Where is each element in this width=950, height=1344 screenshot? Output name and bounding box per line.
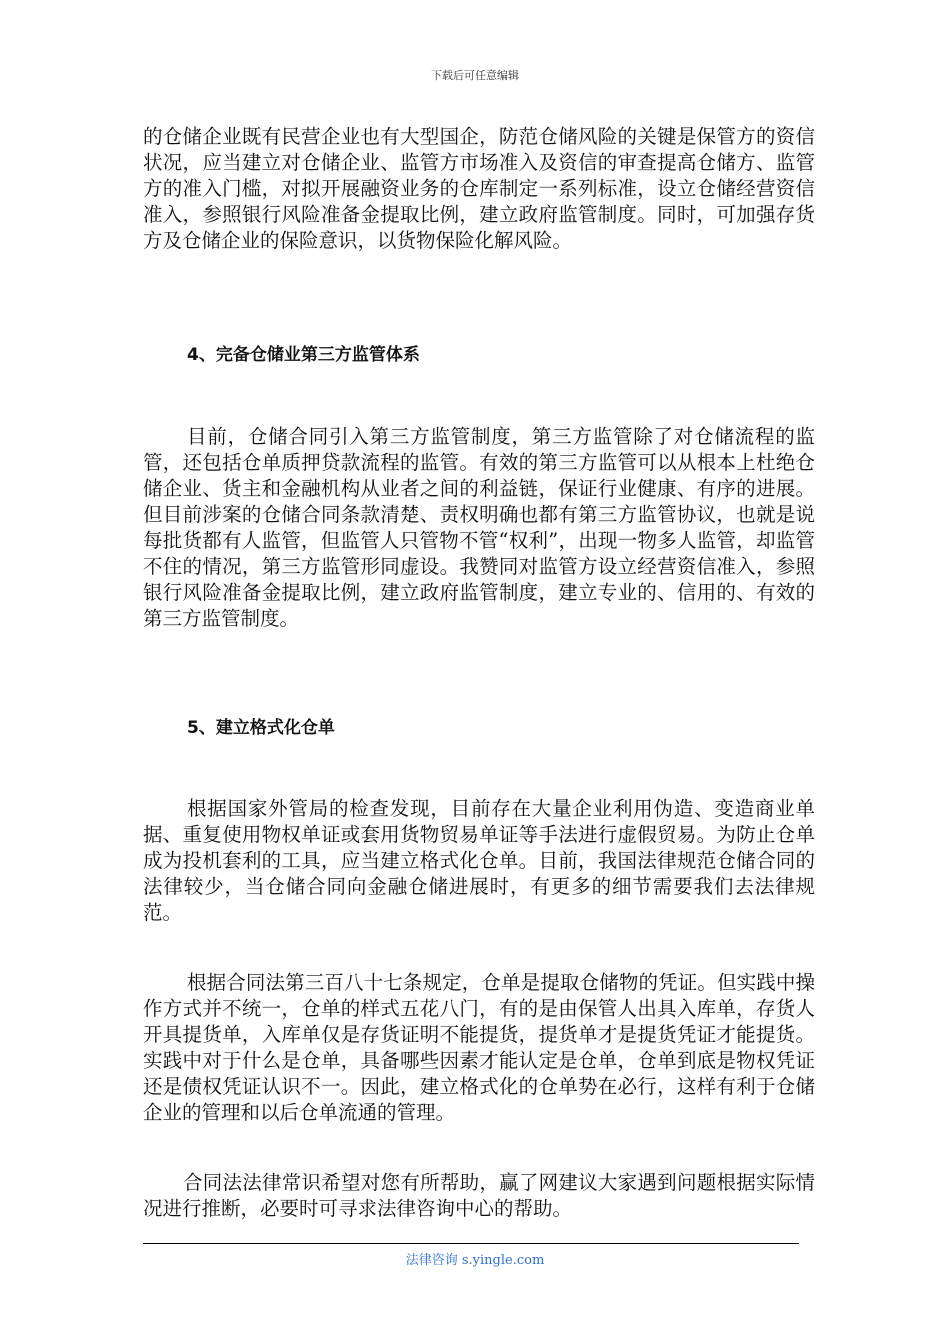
footer-link[interactable]: 法律咨询 s.yingle.com — [405, 1253, 545, 1268]
paragraph-foreign-exchange-check: 根据国家外管局的检查发现，目前存在大量企业利用伪造、变造商业单据、重复使用物权单证或套用货物贸易单证等手法进行虚假贸易。为防止仓单成为投机套利的工具，应当建立格式化仓单。目前，我国法律规范仓储合同的法律较少，当仓储合同向金融仓储进展时，有更多的细节需要我们去法律规范。 — [143, 797, 815, 924]
paragraph-risk-prevention: 的仓储企业既有民营企业也有大型国企，防范仓储风险的关键是保管方的资信状况，应当建立对仓储企业、监管方市场准入及资信的审查提高仓储方、监管方的准入门槛，对拟开展融资业务的仓库制定一系列标准，设立仓储经营资信准入，参照银行风险准备金提取比例，建立政府监管制度。同时，可加强存货方及仓储企业的保险意识，以货物保险化解风险。 — [143, 125, 815, 252]
paragraph-closing-note: 合同法法律常识希望对您有所帮助，赢了网建议大家遇到问题根据实际情况进行推断，必要时可寻求法律咨询中心的帮助。 — [143, 1171, 815, 1220]
page-header: 下载后可任意编辑 — [431, 69, 519, 82]
paragraph-third-party-supervision: 目前，仓储合同引入第三方监管制度，第三方监管除了对仓储流程的监管，还包括仓单质押贷款流程的监管。有效的第三方监管可以从根本上杜绝仓储企业、货主和金融机构从业者之间的利益链，保证行业健康、有序的进展。但目前涉案的仓储合同条款清楚、责权明确也都有第三方监管协议，也就是说每批货都有人监管，但监管人只管物不管“权利”，出现一物多人监管，却监管不住的情况，第三方监管形同虚设。我赞同对监管方设立经营资信准入，参照银行风险准备金提取比例，建立政府监管制度，建立专业的、信用的、有效的第三方监管制度。 — [143, 425, 815, 630]
section-heading-4: 4、完备仓储业第三方监管体系 — [187, 345, 420, 365]
paragraph-contract-law-article: 根据合同法第三百八十七条规定，仓单是提取仓储物的凭证。但实践中操作方式并不统一，仓单的样式五花八门，有的是由保管人出具入库单，存货人开具提货单，入库单仅是存货证明不能提货，提货单才是提货凭证才能提货。实践中对于什么是仓单，具备哪些因素才能认定是仓单，仓单到底是物权凭证还是债权凭证认识不一。因此，建立格式化的仓单势在必行，这样有利于仓储企业的管理和以后仓单流通的管理。 — [143, 971, 815, 1124]
section-heading-5: 5、建立格式化仓单 — [187, 718, 335, 738]
footer-divider — [143, 1243, 799, 1244]
